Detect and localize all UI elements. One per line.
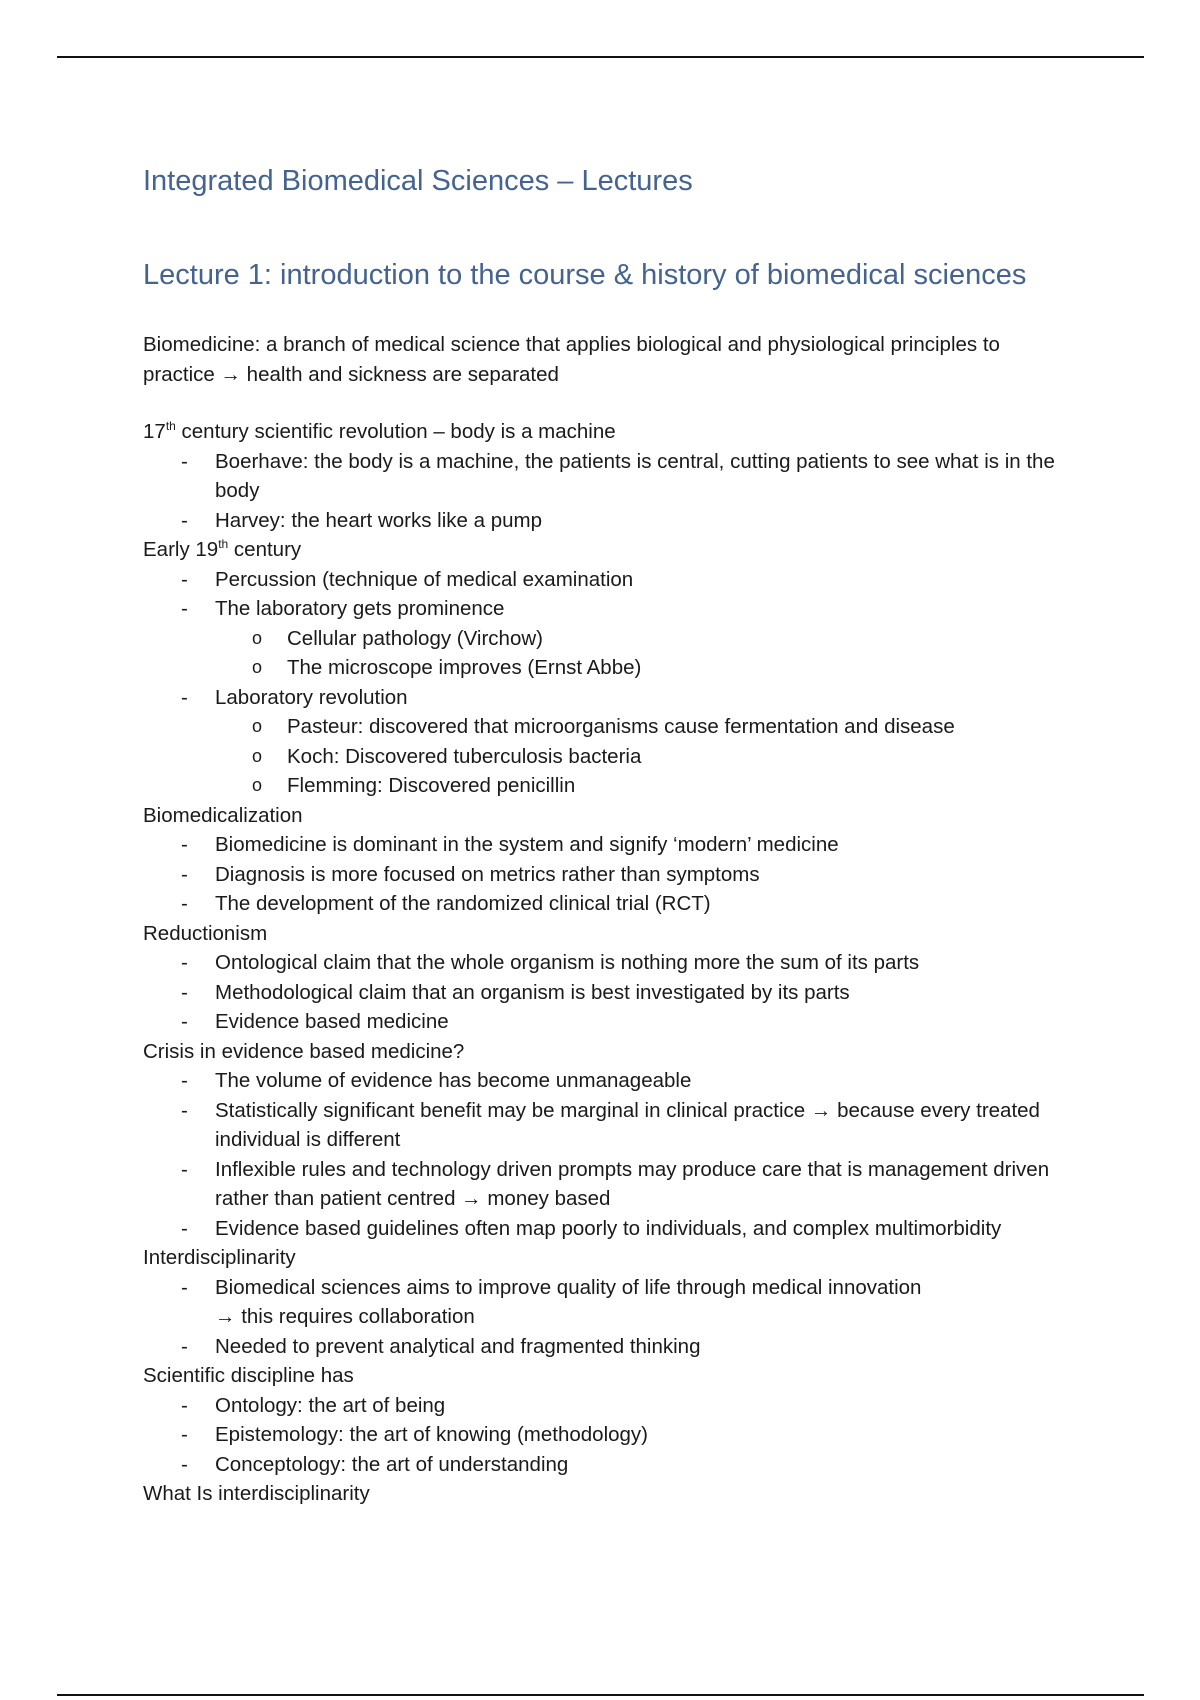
list-item: - Biomedicine is dominant in the system and signify ‘modern’ medicine xyxy=(143,830,1073,860)
list-item: - Evidence based medicine xyxy=(143,1007,1073,1037)
list-biomedicalization xyxy=(143,830,1073,919)
list-early-19th-century xyxy=(143,565,1073,801)
list-item: - The laboratory gets prominence o Cellular pathology (Virchow) o The microscope improves (Ernst Abbe) xyxy=(143,594,1073,683)
document-body xyxy=(143,330,1073,1509)
section-heading-biomedicalization: Biomedicalization xyxy=(143,803,303,827)
section-heading-scientific-discipline: Scientific discipline has xyxy=(143,1364,354,1387)
sub-list-item: o Cellular pathology (Virchow) xyxy=(143,624,1073,654)
section-heading-interdisciplinarity: Interdisciplinarity xyxy=(143,1246,296,1269)
list-item: - Diagnosis is more focused on metrics rather than symptoms xyxy=(143,860,1073,890)
sublist-laboratory-revolution xyxy=(215,712,1073,801)
list-item: - Ontology: the art of being xyxy=(143,1391,1073,1421)
list-item: - The volume of evidence has become unmanageable xyxy=(143,1066,1073,1096)
sub-list-item: o Koch: Discovered tuberculosis bacteria xyxy=(143,742,1073,772)
sub-list-item: o Pasteur: discovered that microorganisms cause fermentation and disease xyxy=(143,712,1073,742)
list-reductionism xyxy=(143,948,1073,1037)
page-bottom-rule xyxy=(57,1694,1144,1696)
list-17th-century xyxy=(143,447,1073,536)
sub-list-item: o Flemming: Discovered penicillin xyxy=(143,771,1073,801)
page-title: Integrated Biomedical Sciences – Lectures xyxy=(143,165,693,197)
sublist-laboratory-prominence xyxy=(215,624,1073,683)
list-item: - Conceptology: the art of understanding xyxy=(143,1450,1073,1480)
list-item: - Inflexible rules and technology driven prompts may produce care that is management driven rather than patient centred → money based xyxy=(143,1155,1073,1214)
list-interdisciplinarity xyxy=(143,1273,1073,1362)
list-item: - Statistically significant benefit may be marginal in clinical practice → because every treated individual is different xyxy=(143,1096,1073,1155)
list-item: - Epistemology: the art of knowing (methodology) xyxy=(143,1420,1073,1450)
list-item: - Needed to prevent analytical and fragmented thinking xyxy=(143,1332,1073,1362)
list-item: - Biomedical sciences aims to improve quality of life through medical innovation → this requires collaboration xyxy=(143,1273,1073,1332)
list-item: - Boerhave: the body is a machine, the patients is central, cutting patients to see what is in the body xyxy=(143,447,1073,506)
section-heading-crisis-ebm: Crisis in evidence based medicine? xyxy=(143,1039,465,1063)
section-heading-17th-century: 17th century scientific revolution – body is a machine xyxy=(143,419,616,443)
list-scientific-discipline xyxy=(143,1391,1073,1480)
list-item: - Ontological claim that the whole organism is nothing more the sum of its parts xyxy=(143,948,1073,978)
lecture-heading: Lecture 1: introduction to the course & history of biomedical sciences xyxy=(143,259,1027,291)
section-heading-early-19th-century: Early 19th century xyxy=(143,537,302,561)
list-item: - Evidence based guidelines often map poorly to individuals, and complex multimorbidity xyxy=(143,1214,1073,1244)
list-item: - Methodological claim that an organism is best investigated by its parts xyxy=(143,978,1073,1008)
biomedicine-definition: Biomedicine: a branch of medical science that applies biological and physiological principles to practice → health and sickness are separated xyxy=(143,333,1000,386)
list-item: - Percussion (technique of medical examination xyxy=(143,565,1073,595)
list-item: - Harvey: the heart works like a pump xyxy=(143,506,1073,536)
list-item: - Laboratory revolution o Pasteur: discovered that microorganisms cause fermentation and disease o Koch: Discovered tuberculosis bacteria o Flemming: Discovered penicillin xyxy=(143,683,1073,801)
list-crisis-ebm xyxy=(143,1066,1073,1243)
section-heading-what-is-interdisciplinarity: What Is interdisciplinarity xyxy=(143,1482,370,1505)
page-top-rule xyxy=(57,56,1144,58)
section-heading-reductionism: Reductionism xyxy=(143,921,268,945)
sub-list-item: o The microscope improves (Ernst Abbe) xyxy=(143,653,1073,683)
list-item: - The development of the randomized clinical trial (RCT) xyxy=(143,889,1073,919)
